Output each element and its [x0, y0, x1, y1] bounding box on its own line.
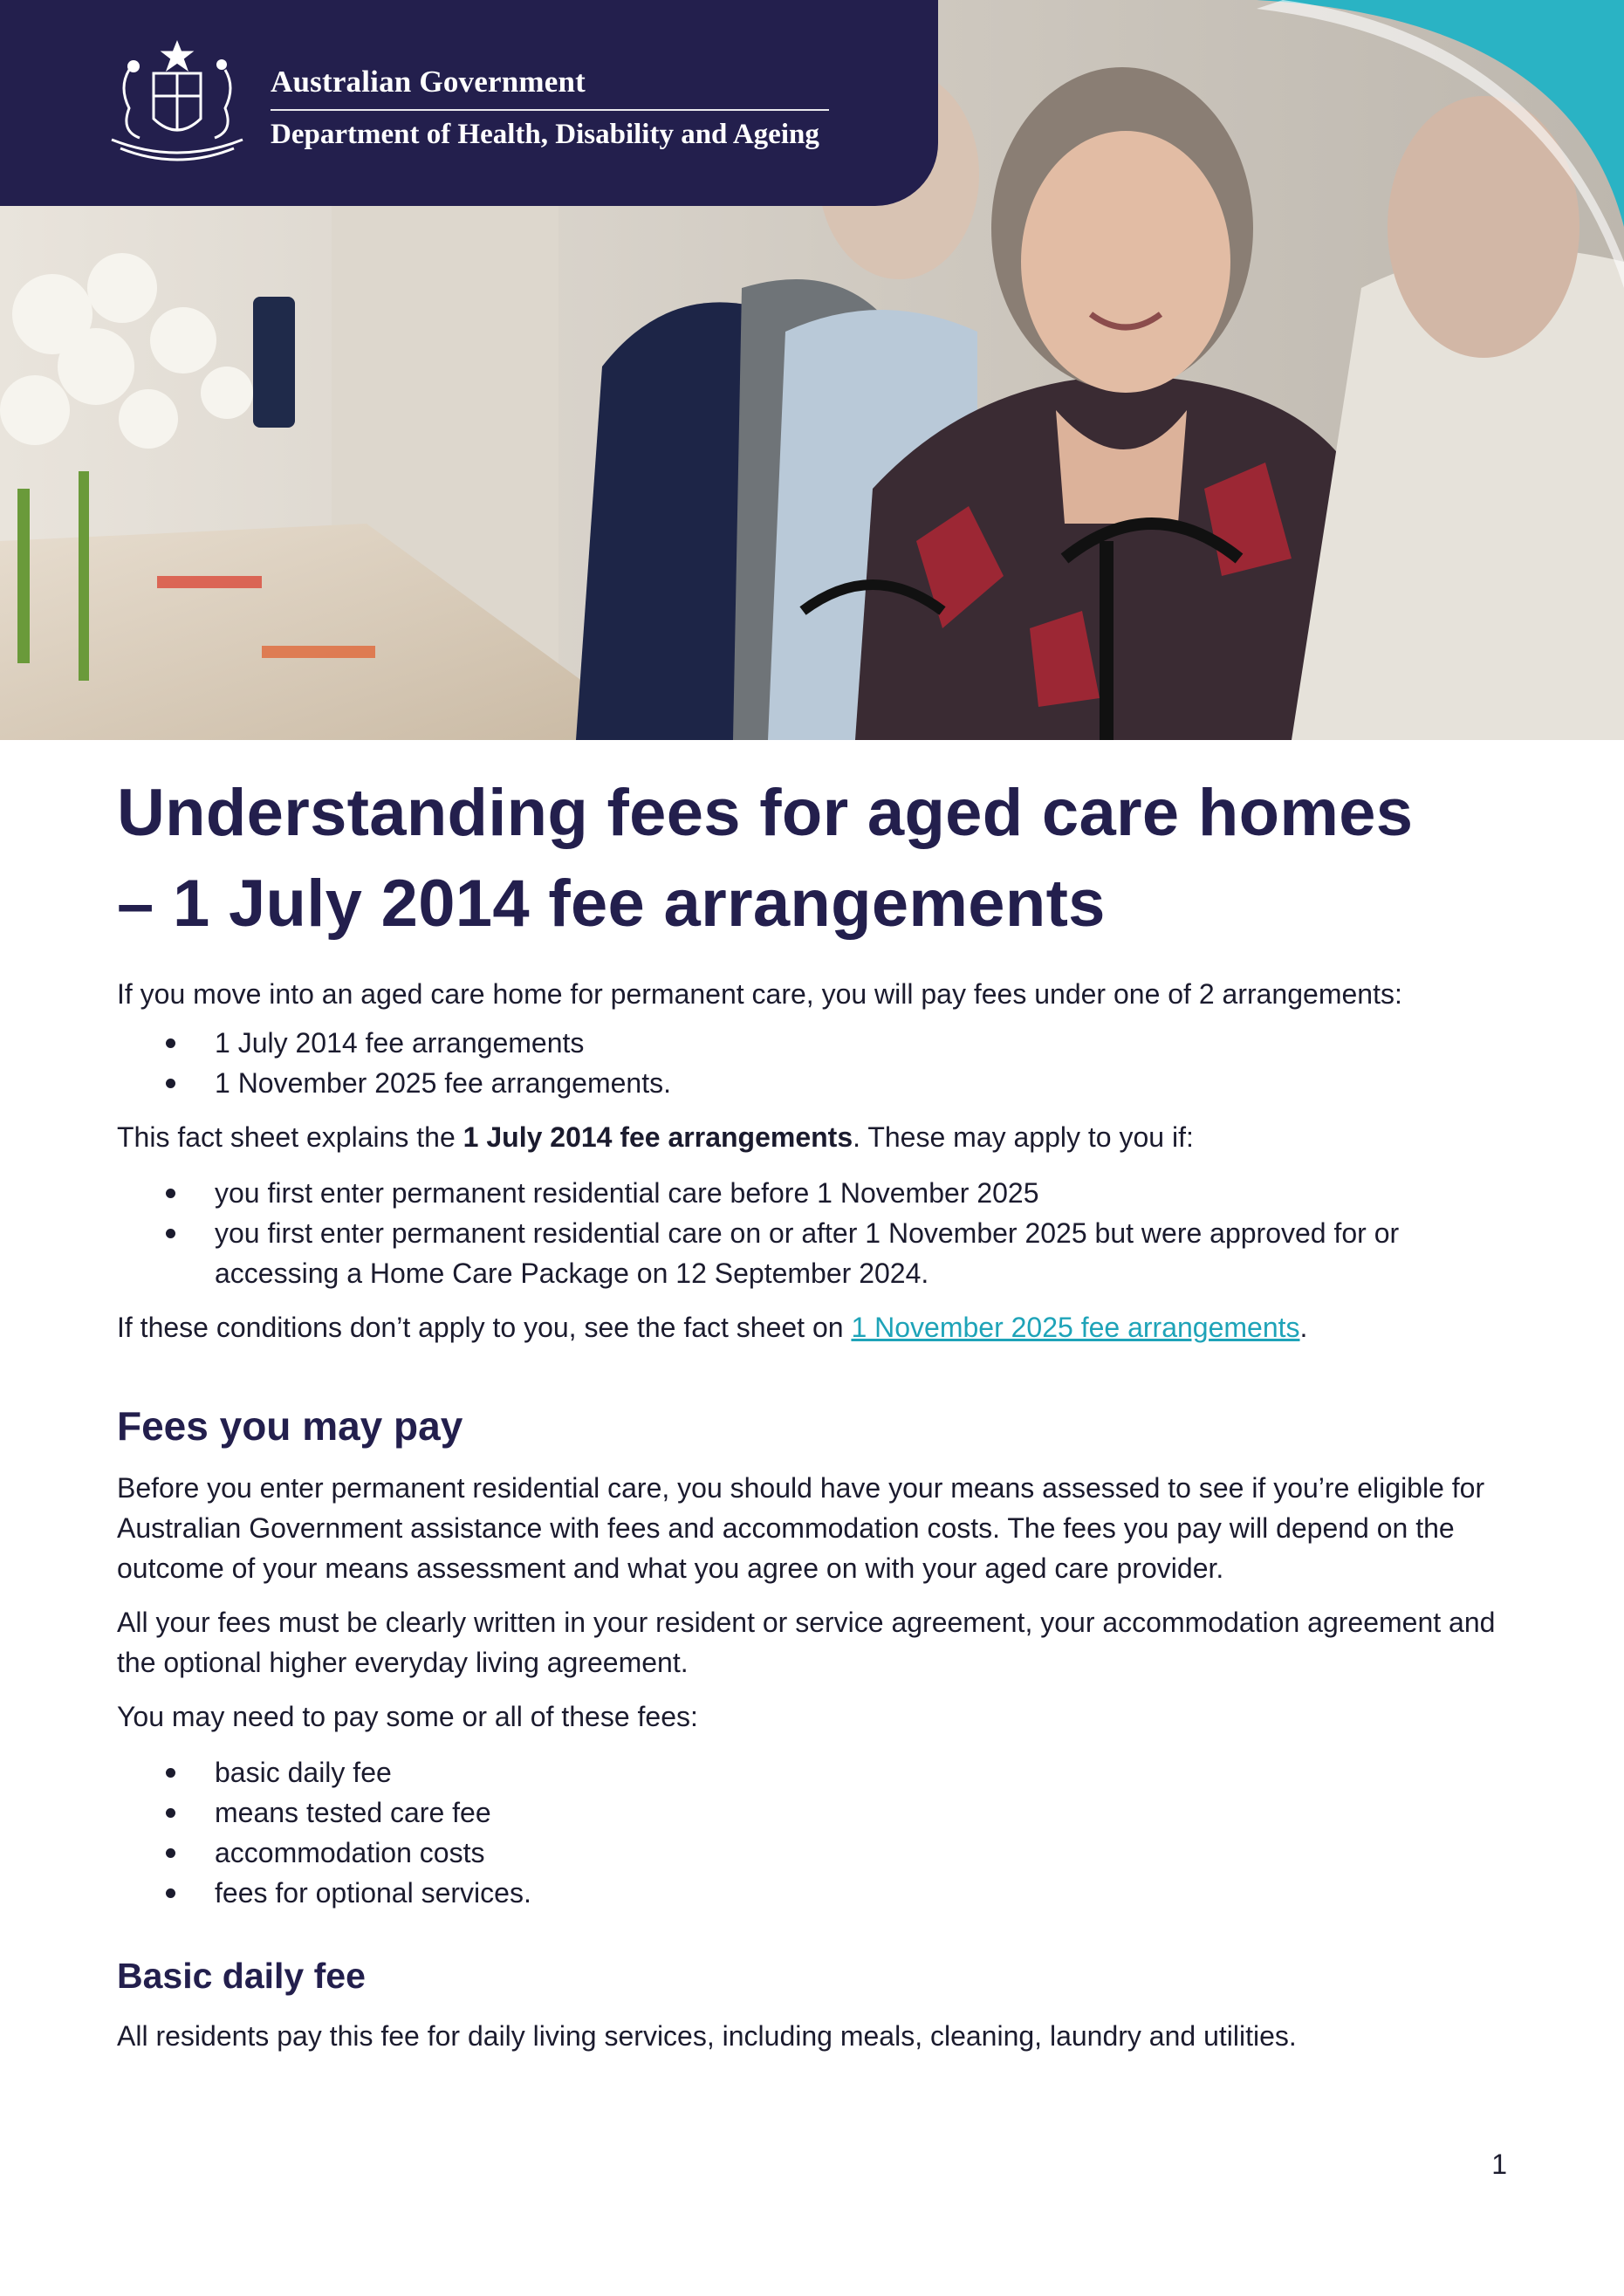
list-item: accommodation costs — [117, 1833, 1513, 1873]
list-item: basic daily fee — [117, 1752, 1513, 1792]
fact-sheet-link[interactable]: 1 November 2025 fee arrangements — [851, 1312, 1300, 1343]
page-title — [117, 768, 1513, 949]
bullet-icon — [166, 1038, 175, 1048]
conditions-list — [117, 1173, 1513, 1293]
commonwealth-coat-of-arms-icon — [94, 35, 260, 164]
fees-paragraph-1: Before you enter permanent residential care, you should have your means assessed to see if you’re eligible for Australian Government assistance with fees and accommodation costs. The fees you pay will depend on the outcome of your means assessment and what you agree on with your aged care provider. — [117, 1472, 1485, 1584]
bullet-icon — [166, 1808, 175, 1818]
fees-list — [117, 1752, 1513, 1913]
list-item: means tested care fee — [117, 1792, 1513, 1833]
list-item: 1 November 2025 fee arrangements. — [117, 1063, 1513, 1103]
bullet-icon — [166, 1768, 175, 1778]
bullet-icon — [166, 1079, 175, 1088]
list-item: you first enter permanent residential care before 1 November 2025 — [117, 1173, 1513, 1213]
otherwise-paragraph: If these conditions don’t apply to you, see the fact sheet on 1 November 2025 fee arrangements. — [117, 1312, 1308, 1343]
department-name: Department of Health, Disability and Ageing — [271, 119, 819, 150]
list-item: fees for optional services. — [117, 1873, 1513, 1913]
section-heading-basic-daily-fee: Basic daily fee — [117, 1956, 366, 1996]
explains-paragraph: This fact sheet explains the 1 July 2014 fee arrangements. These may apply to you if: — [117, 1121, 1194, 1153]
bullet-icon — [166, 1189, 175, 1198]
hero-banner — [0, 0, 1624, 740]
intro-paragraph: If you move into an aged care home for permanent care, you will pay fees under one of 2 arrangements: — [117, 978, 1402, 1010]
bullet-icon — [166, 1229, 175, 1238]
title-line-1: Understanding fees for aged care homes — [117, 776, 1414, 850]
org-name: Australian Government — [271, 65, 586, 99]
page-number: 1 — [1491, 2149, 1507, 2180]
bullet-icon — [166, 1848, 175, 1858]
fees-paragraph-3: You may need to pay some or all of these fees: — [117, 1701, 698, 1732]
emphasis-text: 1 July 2014 fee arrangements — [463, 1121, 853, 1153]
brand-divider — [271, 109, 829, 111]
arrangements-list — [117, 1023, 1513, 1103]
section-heading-fees: Fees you may pay — [117, 1403, 463, 1449]
basic-fee-paragraph: All residents pay this fee for daily living services, including meals, cleaning, laundry and utilities. — [117, 2020, 1297, 2052]
title-line-2: – 1 July 2014 fee arrangements — [117, 867, 1106, 941]
main-content — [117, 768, 1513, 2056]
bullet-icon — [166, 1888, 175, 1898]
list-item: you first enter permanent residential care on or after 1 November 2025 but were approved for or accessing a Home Care Package on 12 September 2024. — [117, 1213, 1513, 1293]
list-item: 1 July 2014 fee arrangements — [117, 1023, 1513, 1063]
fees-paragraph-2: All your fees must be clearly written in your resident or service agreement, your accommodation agreement and the optional higher everyday living agreement. — [117, 1607, 1496, 1678]
brand-panel — [0, 0, 938, 206]
